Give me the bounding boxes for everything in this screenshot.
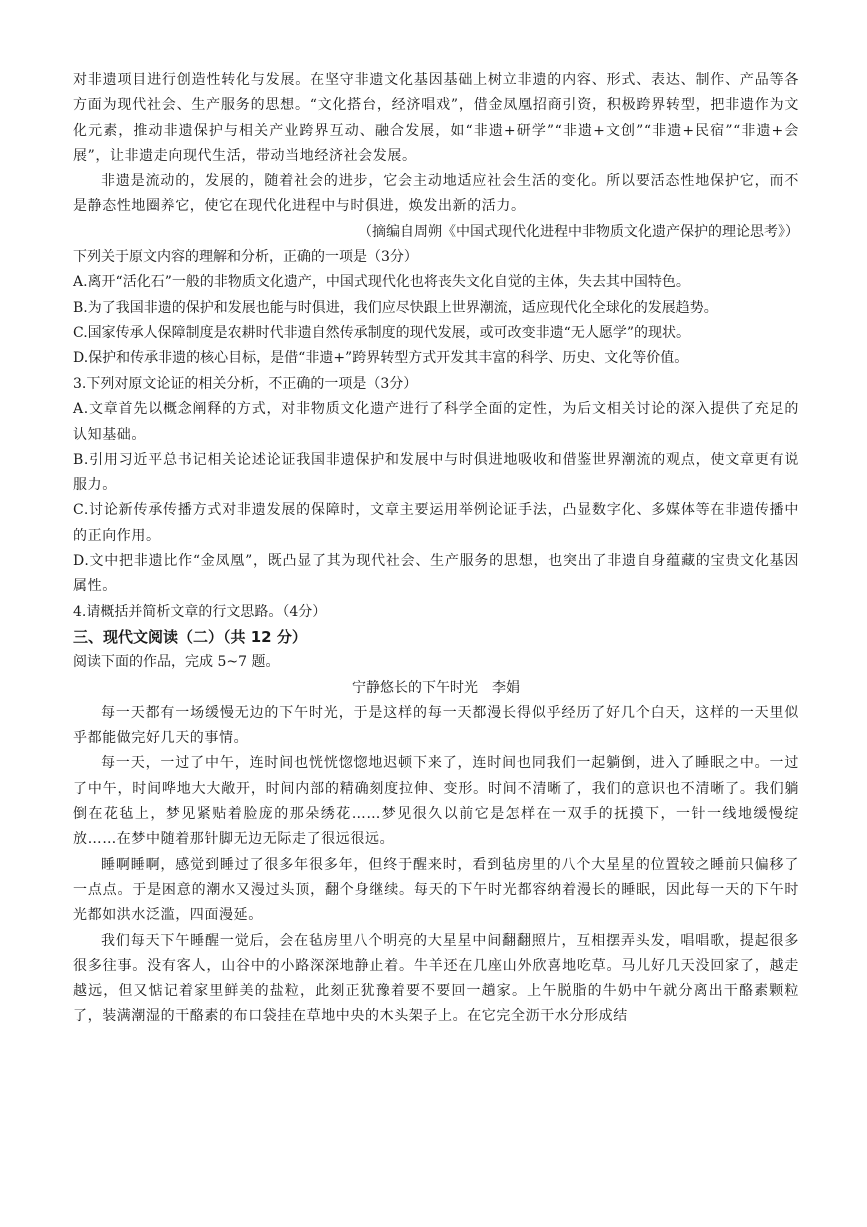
question-2-option-a: A.离开“活化石”一般的非物质文化遗产，中国式现代化也将丧失文化自觉的主体，失去其中国特色。	[73, 274, 690, 291]
story-paragraph-1: 每一天都有一场缓慢无边的下午时光，于是这样的每一天都漫长得似乎经历了好几个白天，这样的一天里似乎都能做完好几天的事情。	[73, 704, 799, 747]
intro-paragraph-2: 非遗是流动的，发展的，随着社会的进步，它会主动地适应社会生活的变化。所以要活态性地保护它，而不是静态性地圈养它，使它在现代化进程中与时俱进，焕发出新的活力。	[73, 173, 799, 215]
section-2	[73, 625, 799, 1030]
section-heading: 三、现代文阅读（二）（共 12 分）	[73, 628, 307, 646]
story-title: 宁静悠长的下午时光 李娟	[352, 679, 520, 696]
question-2-stem: 下列关于原文内容的理解和分析，正确的一项是（3分）	[73, 249, 418, 265]
question-2	[73, 245, 799, 371]
question-2-option-d: D.保护和传承非遗的核心目标，是借“非遗+”跨界转型方式开发其丰富的科学、历史、文化等价值。	[73, 350, 689, 367]
story-paragraph-3: 睡啊睡啊，感觉到睡过了很多年很多年，但终于醒来时，看到毡房里的八个大星星的位置较之睡前只偏移了一点点。于是困意的潮水又漫过头顶，翻个身继续。每天的下午时光都容纳着漫长的睡眠，因此每一天的下午时光都如洪水泛滥，四面漫延。	[73, 856, 799, 924]
question-3-option-d: D.文中把非遗比作“金凤凰”，既凸显了其为现代社会、生产服务的思想，也突出了非遗自身蕴藏的宝贵文化基因属性。	[73, 553, 799, 595]
question-3	[73, 372, 799, 625]
question-4: 4.请概括并简析文章的行文思路。（4分）	[73, 603, 327, 620]
question-3-option-a: A.文章首先以概念阐释的方式，对非物质文化遗产进行了科学全面的定性，为后文相关讨论的深入提供了充足的认知基础。	[73, 401, 799, 443]
question-2-option-c: C.国家传承人保障制度是农耕时代非遗自然传承制度的现代发展，或可改变非遗“无人愿学”的现状。	[73, 324, 690, 341]
question-3-option-c: C.讨论新传承传播方式对非遗发展的保障时，文章主要运用举例论证手法，凸显数字化、多媒体等在非遗传播中的正向作用。	[73, 502, 799, 544]
question-3-option-b: B.引用习近平总书记相关论述论证我国非遗保护和发展中与时俱进地吸收和借鉴世界潮流的观点，使文章更有说服力。	[73, 451, 799, 494]
section-instruction: 阅读下面的作品，完成 5~7 题。	[73, 654, 280, 671]
story-paragraph-4: 我们每天下午睡醒一觉后，会在毡房里八个明亮的大星星中间翻翻照片，互相摆弄头发，唱唱歌，提起很多很多往事。没有客人，山谷中的小路深深地静止着。牛羊还在几座山外欣喜地吃草。马儿好几天没回家了，越走越远，但又惦记着家里鲜美的盐粒，此刻正犹豫着要不要回一趟家。上午脱脂的牛奶中午就分离出干酪素颗粒了，装满潮湿的干酪素的布口袋挂在草地中央的木头架子上。在它完全沥干水分形成结	[73, 932, 799, 1025]
intro-text	[73, 68, 799, 245]
story-paragraph-2: 每一天，一过了中午，连时间也恍恍惚惚地迟顿下来了，连时间也同我们一起躺倒，进入了睡眠之中。一过了中午，时间哗地大大敞开，时间内部的精确刻度拉伸、变形。时间不清晰了，我们的意识也不清晰了。我们躺倒在花毡上，梦见紧贴着脸庞的那朵绣花……梦见很久以前它是怎样在一双手的抚摸下，一针一线地缓慢绽放……在梦中随着那针脚无边无际走了很远很远。	[73, 755, 799, 848]
question-2-option-b: B.为了我国非遗的保护和发展也能与时俱进，我们应尽快跟上世界潮流，适应现代化全球化的发展趋势。	[73, 299, 718, 316]
source-citation: （摘编自周朔《中国式现代化进程中非物质文化遗产保护的理论思考》）	[358, 223, 799, 240]
intro-paragraph-1: 对非遗项目进行创造性转化与发展。在坚守非遗文化基因基础上树立非遗的内容、形式、表达、制作、产品等各方面为现代社会、生产服务的思想。“文化搭台，经济唱戏”，借金凤凰招商引资，积极跨界转型，把非遗作为文化元素，推动非遗保护与相关产业跨界互动、融合发展，如“非遗+研学”“非遗+文创”“非遗+民宿”“非遗+会展”，让非遗走向现代生活，带动当地经济社会发展。	[73, 72, 799, 164]
question-3-stem: 3.下列对原文论证的相关分析，不正确的一项是（3分）	[73, 376, 418, 392]
